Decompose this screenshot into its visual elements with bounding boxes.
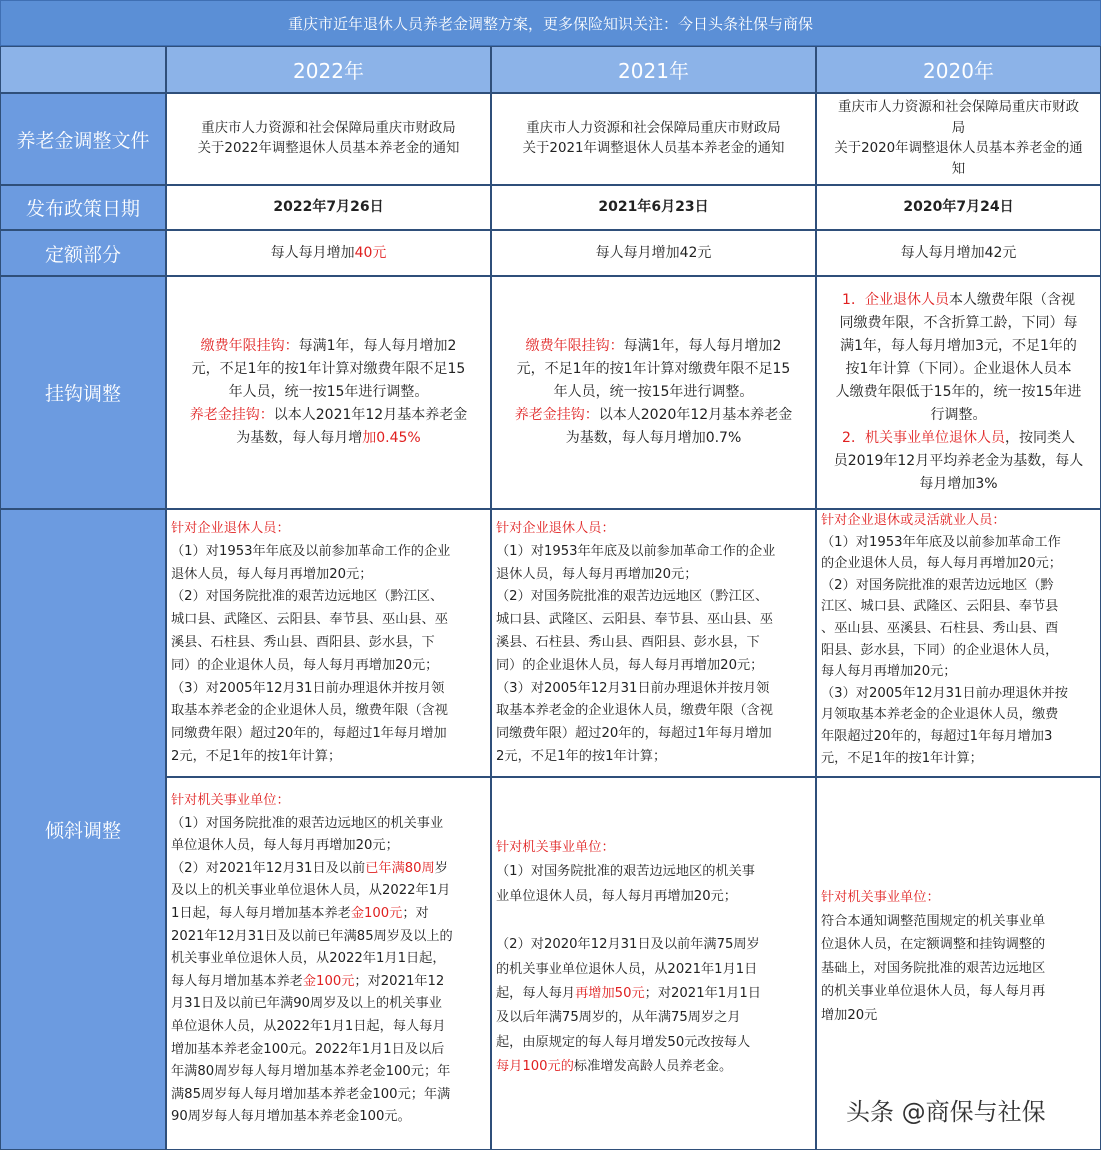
linked-2022-text: 为基数，每人每月增 xyxy=(236,430,363,446)
document-2020-line: 知 xyxy=(951,161,966,177)
header-year-2021: 2021年 xyxy=(491,46,816,93)
document-2022-line: 关于2022年调整退休人员基本养老金的通知 xyxy=(197,141,460,156)
linked-2020-line: 满1年，每人每月增加3元，不足1年的 xyxy=(840,338,1077,354)
document-2021-line: 关于2021年调整退休人员基本养老金的通知 xyxy=(522,141,785,156)
tilt-institution-2021-highlight: 再增加50元 xyxy=(575,986,645,1002)
tilt-enterprise-2022-line: 2元，不足1年的按1年计算； xyxy=(171,748,342,764)
tilt-enterprise-2021-line: （2）对国务院批准的艰苦边远地区（黔江区、 xyxy=(496,589,769,605)
tilt-institution-2022-heading: 针对机关事业单位： xyxy=(171,793,290,808)
fixed-2021: 每人每月增加42元 xyxy=(491,230,816,276)
tilt-institution-2021 xyxy=(491,777,816,1150)
linked-2022-line: 年人员，统一按15年进行调整。 xyxy=(228,384,429,400)
linked-2022-text: 以本人2021年12月基本养老金 xyxy=(273,407,468,423)
tilt-enterprise-2020-line: 每人每月再增加20元； xyxy=(821,664,957,680)
tilt-institution-2022-line xyxy=(171,903,486,926)
document-2021 xyxy=(491,93,816,185)
tilt-institution-2020-heading: 针对机关事业单位： xyxy=(821,890,940,905)
tilt-enterprise-2021-line: 2元，不足1年的按1年计算； xyxy=(496,748,667,764)
tilt-enterprise-2022-line: 同）的企业退休人员，每人每月再增加20元； xyxy=(171,657,439,673)
row-label-fixed: 定额部分 xyxy=(0,230,166,276)
document-2020 xyxy=(816,93,1101,185)
tilt-institution-2022-line: 2021年12月31日及以前已年满85周岁及以上的 xyxy=(171,928,453,944)
linked-2020-line: 每月增加3% xyxy=(919,476,998,492)
linked-2020-line xyxy=(842,427,1075,450)
table-title-text: 重庆市近年退休人员养老金调整方案，更多保险知识关注：今日头条社保与商保 xyxy=(287,14,813,33)
fixed-2022-prefix: 每人每月增加 xyxy=(270,244,355,261)
tilt-institution-2021-highlight: 每月100元的 xyxy=(496,1059,574,1075)
tilt-institution-2021-line xyxy=(496,1055,811,1079)
tilt-enterprise-2021-line: （3）对2005年12月31日前办理退休并按月领 xyxy=(496,680,770,696)
table-title xyxy=(0,0,1101,46)
tilt-enterprise-2020-line: 、巫山县、巫溪县、石柱县、秀山县、酉 xyxy=(821,620,1059,636)
linked-2020-text: ，按同类人 xyxy=(1004,430,1075,446)
date-2020: 2020年7月24日 xyxy=(816,185,1101,230)
tilt-enterprise-2021-line: 同）的企业退休人员，每人每月再增加20元； xyxy=(496,657,764,673)
tilt-enterprise-2022-line: （3）对2005年12月31日前办理退休并按月领 xyxy=(171,680,445,696)
tilt-enterprise-2021-line: （1）对1953年年底及以前参加革命工作的企业 xyxy=(496,543,776,559)
tilt-enterprise-2022-line: （1）对1953年年底及以前参加革命工作的企业 xyxy=(171,543,451,559)
tilt-institution-2022-line xyxy=(171,858,486,881)
tilt-institution-2022-text: 每人每月增加基本养老 xyxy=(171,973,303,989)
tilt-enterprise-2020 xyxy=(816,509,1101,777)
tilt-institution-2022-line xyxy=(171,971,486,994)
tilt-institution-2020-line: 位退休人员，在定额调整和挂钩调整的 xyxy=(821,937,1046,953)
header-year-2022: 2022年 xyxy=(166,46,491,93)
linked-2022-line xyxy=(201,335,457,358)
tilt-institution-2022-text: （2）对2021年12月31日及以前 xyxy=(171,860,366,876)
tilt-enterprise-2020-line: 江区、城口县、武隆区、云阳县、奉节县 xyxy=(821,599,1059,615)
tilt-institution-2022-text: 岁 xyxy=(434,860,448,876)
tilt-institution-2021-line: 起，由原规定的每人每月增发50元改按每人 xyxy=(496,1034,751,1050)
linked-2020-line: 同缴费年限，不含折算工龄，下同）每 xyxy=(839,315,1078,331)
tilt-enterprise-2020-line: 年限超过20年的，每超过1年每月增加3 xyxy=(821,728,1053,744)
tilt-institution-2022-line: 90周岁每人每月增加基本养老金100元。 xyxy=(171,1109,411,1125)
document-2022-line: 重庆市人力资源和社会保障局重庆市财政局 xyxy=(201,120,456,136)
linked-2021-line xyxy=(515,404,792,427)
tilt-institution-2020-line: 增加20元 xyxy=(821,1007,878,1023)
linked-2022 xyxy=(166,276,491,509)
document-2020-line: 局 xyxy=(951,120,966,136)
tilt-institution-2021-text: 起，每人每月 xyxy=(496,986,576,1002)
linked-2021-text: 每满1年，每人每月增加2 xyxy=(623,338,782,354)
tilt-institution-2021-line: （2）对2020年12月31日及以前年满75周岁 xyxy=(496,937,760,953)
linked-2022-line xyxy=(236,427,420,450)
fixed-2022-text xyxy=(271,243,387,264)
tilt-enterprise-2021-line: 退休人员，每人每月再增加20元； xyxy=(496,566,698,582)
tilt-institution-2022-line: （1）对国务院批准的艰苦边远地区的机关事业 xyxy=(171,815,444,831)
document-2020-line: 重庆市人力资源和社会保障局重庆市财政 xyxy=(837,100,1080,115)
tilt-enterprise-2020-line: 月领取基本养老金的企业退休人员，缴费 xyxy=(821,707,1059,723)
tilt-institution-2020-line: 的机关事业单位退休人员，每人每月再 xyxy=(821,984,1046,1000)
tilt-institution-2022-line: 增加基本养老金100元。2022年1月1日及以后 xyxy=(171,1041,445,1057)
tilt-institution-2022-highlight: 已年满80周 xyxy=(365,860,435,876)
linked-2021-line xyxy=(526,335,782,358)
tilt-enterprise-2022-line: 城口县、武隆区、云阳县、奉节县、巫山县、巫 xyxy=(171,612,448,628)
tilt-enterprise-2021-line: 城口县、武隆区、云阳县、奉节县、巫山县、巫 xyxy=(496,612,773,628)
tilt-institution-2022-line: 机关事业单位退休人员，从2022年1月1日起， xyxy=(171,951,446,967)
tilt-institution-2021-line: 及以后年满75周岁的，从年满75周岁之月 xyxy=(496,1010,741,1026)
tilt-enterprise-2020-line: （1）对1953年年底及以前参加革命工作 xyxy=(821,534,1061,550)
linked-2020 xyxy=(816,276,1101,509)
tilt-institution-2021-line: 的机关事业单位退休人员，从2021年1月1日 xyxy=(496,961,758,977)
document-2022 xyxy=(166,93,491,185)
tilt-institution-2021-line: 业单位退休人员，每人每月再增加20元； xyxy=(496,888,737,904)
tilt-institution-2021-text: 标准增发高龄人员养老金。 xyxy=(573,1059,733,1075)
tilt-institution-2022-line: 满85周岁每人每月增加基本养老金100元；年满 xyxy=(171,1086,451,1102)
linked-2022-label: 养老金挂钩： xyxy=(189,407,274,423)
tilt-institution-2020-line: 符合本通知调整范围规定的机关事业单 xyxy=(821,913,1046,929)
tilt-enterprise-2022-line: 退休人员，每人每月再增加20元； xyxy=(171,566,373,582)
linked-2021 xyxy=(491,276,816,509)
tilt-enterprise-2022-line: 同缴费年限）超过20年的，每超过1年每月增加 xyxy=(171,726,447,742)
date-2022: 2022年7月26日 xyxy=(166,185,491,230)
tilt-enterprise-2022-line: 取基本养老金的企业退休人员，缴费年限（含视 xyxy=(171,703,448,719)
tilt-institution-2022-highlight: 金100元 xyxy=(350,905,403,921)
tilt-enterprise-2021-line: 同缴费年限）超过20年的，每超过1年每月增加 xyxy=(496,726,772,742)
row-label-document: 养老金调整文件 xyxy=(0,93,166,185)
linked-2020-label: 2．机关事业单位退休人员 xyxy=(842,430,1005,446)
tilt-enterprise-2021-line: 取基本养老金的企业退休人员，缴费年限（含视 xyxy=(496,703,773,719)
tilt-institution-2021-heading: 针对机关事业单位： xyxy=(496,840,615,855)
tilt-enterprise-2020-line: （3）对2005年12月31日前办理退休并按 xyxy=(821,685,1068,701)
date-2021: 2021年6月23日 xyxy=(491,185,816,230)
tilt-enterprise-2020-line: （2）对国务院批准的艰苦边远地区（黔 xyxy=(821,577,1054,593)
tilt-institution-2022-line: 月31日及以前已年满90周岁及以上的机关事业 xyxy=(171,996,442,1012)
tilt-enterprise-2020-heading: 针对企业退休或灵活就业人员： xyxy=(821,513,1006,528)
linked-2020-text: 本人缴费年限（含视 xyxy=(948,292,1075,308)
tilt-institution-2021-text: ；对2021年1月1日 xyxy=(644,986,761,1002)
linked-2021-line: 为基数，每人每月增加0.7% xyxy=(565,430,742,446)
tilt-institution-2021-spacer xyxy=(496,909,811,933)
tilt-institution-2022-line: 及以上的机关事业单位退休人员，从2022年1月 xyxy=(171,883,451,899)
linked-2021-line: 年人员，统一按15年进行调整。 xyxy=(553,384,754,400)
row-label-date: 发布政策日期 xyxy=(0,185,166,230)
tilt-institution-2022 xyxy=(166,777,491,1150)
linked-2020-label: 1．企业退休人员 xyxy=(842,292,949,308)
tilt-institution-2020-line: 基础上，对国务院批准的艰苦边远地区 xyxy=(821,960,1046,976)
tilt-enterprise-2020-line: 元，不足1年的按1年计算； xyxy=(821,750,983,766)
tilt-institution-2022-highlight: 金100元 xyxy=(302,973,355,989)
linked-2021-label: 缴费年限挂钩： xyxy=(525,338,624,354)
tilt-enterprise-2020-line: 阳县、彭水县，下同）的企业退休人员， xyxy=(821,642,1059,658)
tilt-enterprise-2022-line: （2）对国务院批准的艰苦边远地区（黔江区、 xyxy=(171,589,444,605)
header-corner xyxy=(0,46,166,93)
linked-2021-label: 养老金挂钩： xyxy=(514,407,599,423)
tilt-enterprise-2021 xyxy=(491,509,816,777)
tilt-institution-2022-text: 1日起，每人每月增加基本养老 xyxy=(171,905,351,921)
linked-2022-label: 缴费年限挂钩： xyxy=(200,338,299,354)
watermark: 头条 @商保与社保 xyxy=(846,1098,1046,1126)
tilt-institution-2022-line: 单位退休人员，从2022年1月1日起，每人每月 xyxy=(171,1018,446,1034)
fixed-2022-amount: 40元 xyxy=(354,244,387,261)
tilt-enterprise-2022-heading: 针对企业退休人员： xyxy=(171,521,290,536)
linked-2020-line: 人缴费年限低于15年的，统一按15年进 xyxy=(835,384,1082,400)
linked-2022-text: 每满1年，每人每月增加2 xyxy=(298,338,457,354)
row-label-tilt: 倾斜调整 xyxy=(0,509,166,1150)
linked-2022-line: 元，不足1年的按1年计算对缴费年限不足15 xyxy=(191,361,466,377)
linked-2021-line: 元，不足1年的按1年计算对缴费年限不足15 xyxy=(516,361,791,377)
fixed-2020: 每人每月增加42元 xyxy=(816,230,1101,276)
tilt-institution-2022-text: ；对2021年12 xyxy=(354,973,445,989)
tilt-institution-2022-line: 单位退休人员，每人每月再增加20元； xyxy=(171,838,399,854)
tilt-enterprise-2020-line: 的企业退休人员，每人每月再增加20元； xyxy=(821,556,1062,572)
linked-2020-line: 员2019年12月平均养老金为基数，每人 xyxy=(833,453,1084,469)
tilt-enterprise-2022 xyxy=(166,509,491,777)
row-label-linked: 挂钩调整 xyxy=(0,276,166,509)
fixed-2022 xyxy=(166,230,491,276)
document-2021-line: 重庆市人力资源和社会保障局重庆市财政局 xyxy=(526,120,781,136)
tilt-institution-2022-text: ；对 xyxy=(402,905,429,921)
tilt-enterprise-2021-line: 溪县、石柱县、秀山县、酉阳县、彭水县，下 xyxy=(496,634,760,650)
tilt-institution-2021-line xyxy=(496,982,811,1006)
document-2020-line: 关于2020年调整退休人员基本养老金的通 xyxy=(834,141,1083,156)
tilt-institution-2021-line: （1）对国务院批准的艰苦边远地区的机关事 xyxy=(496,864,755,880)
linked-2020-line: 行调整。 xyxy=(930,407,987,423)
header-year-2020: 2020年 xyxy=(816,46,1101,93)
tilt-institution-2022-line: 年满80周岁每人每月增加基本养老金100元；年 xyxy=(171,1064,451,1080)
linked-2021-text: 以本人2020年12月基本养老金 xyxy=(598,407,793,423)
linked-2020-line: 按1年计算（下同）。企业退休人员本 xyxy=(845,361,1072,377)
linked-2020-line xyxy=(842,289,1075,312)
linked-2022-line xyxy=(190,404,467,427)
tilt-enterprise-2022-line: 溪县、石柱县、秀山县、酉阳县、彭水县，下 xyxy=(171,634,435,650)
linked-2022-rate: 加0.45% xyxy=(362,430,421,446)
tilt-enterprise-2021-heading: 针对企业退休人员： xyxy=(496,521,615,536)
